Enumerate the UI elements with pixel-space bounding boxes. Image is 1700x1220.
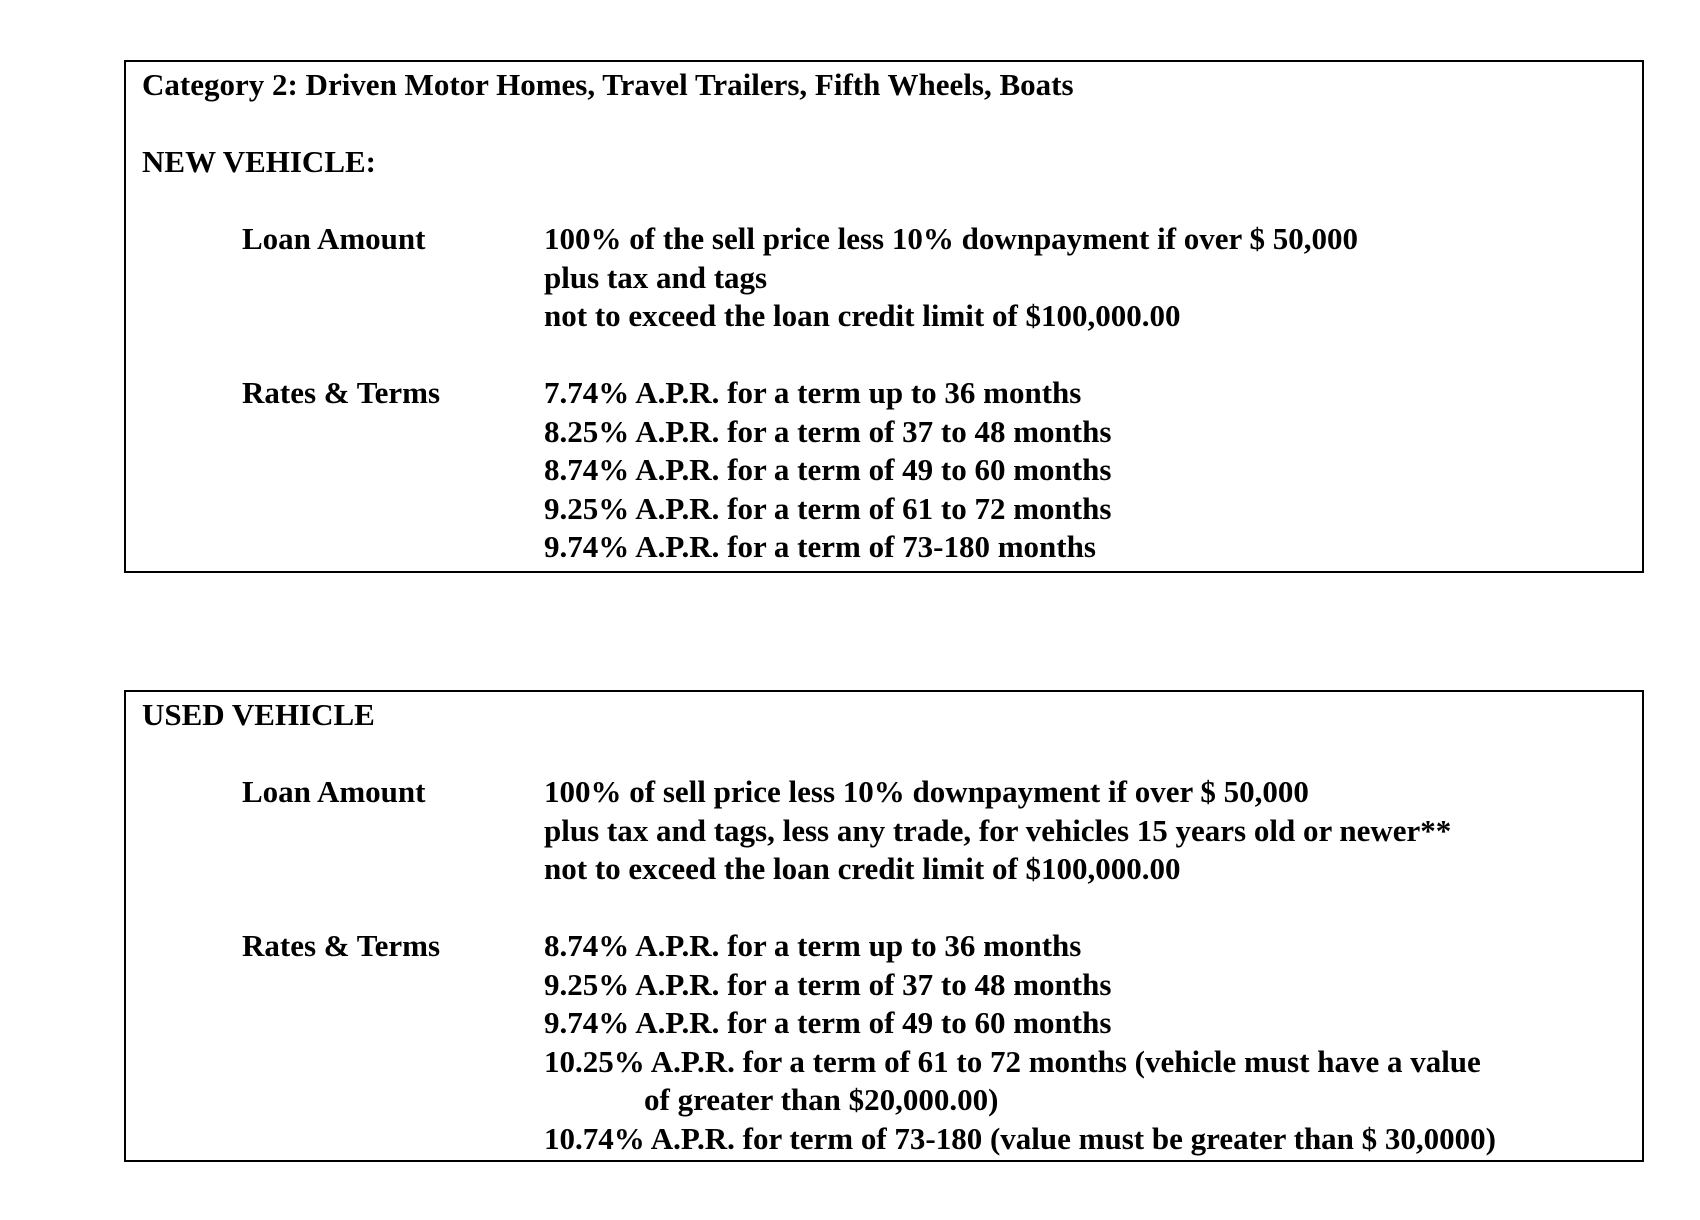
used-rate-line: 10.74% A.P.R. for term of 73-180 (value must be greater than $ 30,0000) — [544, 1121, 1496, 1156]
new-loan-amount-label: Loan Amount — [242, 221, 426, 256]
new-rate-line: 8.74% A.P.R. for a term of 49 to 60 months — [544, 452, 1112, 487]
new-vehicle-heading: NEW VEHICLE: — [142, 144, 376, 179]
used-rates-label: Rates & Terms — [242, 928, 441, 963]
used-rate-line: 10.25% A.P.R. for a term of 61 to 72 months (vehicle must have a value — [544, 1044, 1481, 1079]
new-rate-line: 9.25% A.P.R. for a term of 61 to 72 months — [544, 491, 1112, 526]
new-rate-line: 7.74% A.P.R. for a term up to 36 months — [544, 375, 1082, 410]
used-rate-line: 9.25% A.P.R. for a term of 37 to 48 months — [544, 967, 1112, 1002]
category-title: Category 2: Driven Motor Homes, Travel Trailers, Fifth Wheels, Boats — [142, 67, 1074, 102]
used-loan-amount-line: plus tax and tags, less any trade, for vehicles 15 years old or newer** — [544, 813, 1452, 848]
new-loan-amount-line: plus tax and tags — [544, 260, 768, 295]
used-loan-amount-line: not to exceed the loan credit limit of $100,000.00 — [544, 851, 1181, 886]
used-vehicle-box — [124, 690, 1644, 1162]
new-loan-amount-line: not to exceed the loan credit limit of $100,000.00 — [544, 298, 1181, 333]
used-rate-line-continuation: of greater than $20,000.00) — [644, 1082, 999, 1117]
new-loan-amount-line: 100% of the sell price less 10% downpayment if over $ 50,000 — [544, 221, 1358, 256]
new-rate-line: 9.74% A.P.R. for a term of 73-180 months — [544, 529, 1096, 564]
new-rates-label: Rates & Terms — [242, 375, 441, 410]
used-vehicle-heading: USED VEHICLE — [142, 697, 375, 732]
new-vehicle-box — [124, 60, 1644, 573]
used-rate-line: 8.74% A.P.R. for a term up to 36 months — [544, 928, 1082, 963]
new-rate-line: 8.25% A.P.R. for a term of 37 to 48 months — [544, 414, 1112, 449]
used-loan-amount-label: Loan Amount — [242, 774, 426, 809]
used-loan-amount-line: 100% of sell price less 10% downpayment if over $ 50,000 — [544, 774, 1309, 809]
used-rate-line: 9.74% A.P.R. for a term of 49 to 60 months — [544, 1005, 1112, 1040]
